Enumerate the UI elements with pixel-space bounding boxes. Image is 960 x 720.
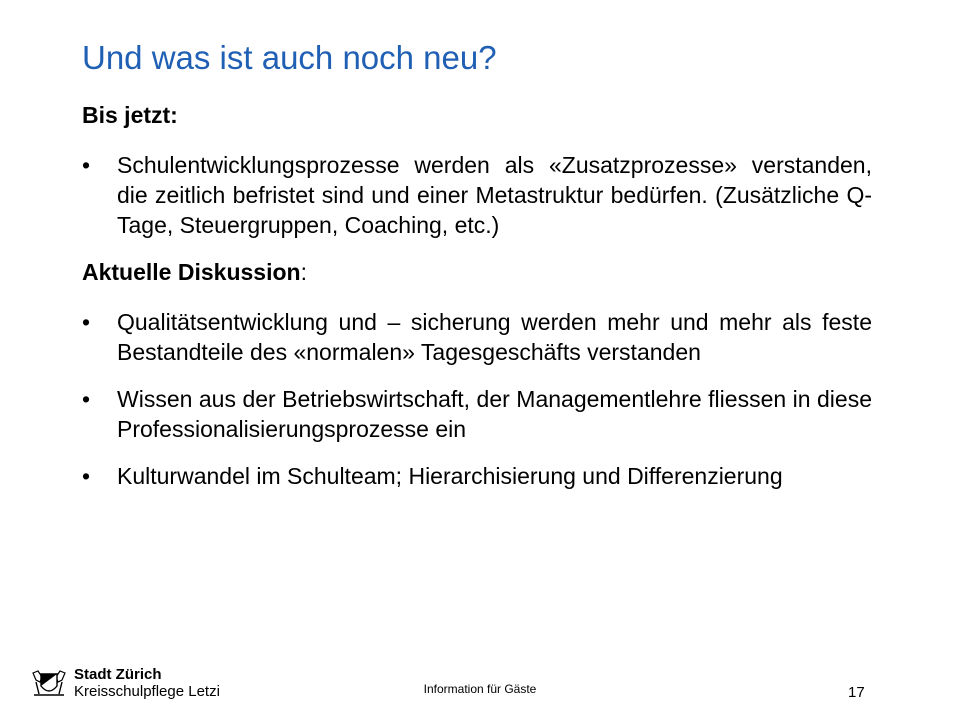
bullet-text: Qualitätsentwicklung und – sicherung werden mehr und mehr als feste Bestandteile des «normalen» Tagesgeschäfts verstanden <box>117 309 872 365</box>
bullet-item <box>82 307 872 367</box>
slide-title: Und was ist auch noch neu? <box>82 39 497 76</box>
logo-line-authority: Kreisschulpflege Letzi <box>74 683 220 700</box>
footer-caption: Information für Gäste <box>423 682 537 696</box>
slide-content <box>82 100 872 508</box>
section-heading-label: Bis jetzt: <box>82 102 178 128</box>
section-heading-aktuelle-diskussion <box>82 257 872 287</box>
logo-line-city: Stadt Zürich <box>74 666 162 683</box>
section-heading-colon: : <box>300 259 307 285</box>
bullet-marker: • <box>82 463 91 489</box>
bullet-marker: • <box>82 386 91 412</box>
bullet-item <box>82 384 872 444</box>
bullet-item <box>82 150 872 240</box>
bullet-marker: • <box>82 152 91 178</box>
page-number: 17 <box>848 684 865 701</box>
section-heading-bis-jetzt <box>82 100 872 130</box>
bullet-text: Schulentwicklungsprozesse werden als «Zusatzprozesse» verstanden, die zeitlich befristet sind und einer Metastruktur bedürfen. (Zusätzliche Q-Tage, Steuergruppen, Coaching, etc.) <box>117 152 872 238</box>
bullet-list-aktuelle-diskussion <box>82 307 872 491</box>
bullet-marker: • <box>82 309 91 335</box>
section-heading-label: Aktuelle Diskussion <box>82 259 301 285</box>
bullet-item <box>82 461 872 491</box>
bullet-text: Wissen aus der Betriebswirtschaft, der Managementlehre fliessen in diese Professionalisierungsprozesse ein <box>117 386 872 442</box>
bullet-text: Kulturwandel im Schulteam; Hierarchisierung und Differenzierung <box>117 463 783 489</box>
bullet-list-bis-jetzt <box>82 150 872 240</box>
